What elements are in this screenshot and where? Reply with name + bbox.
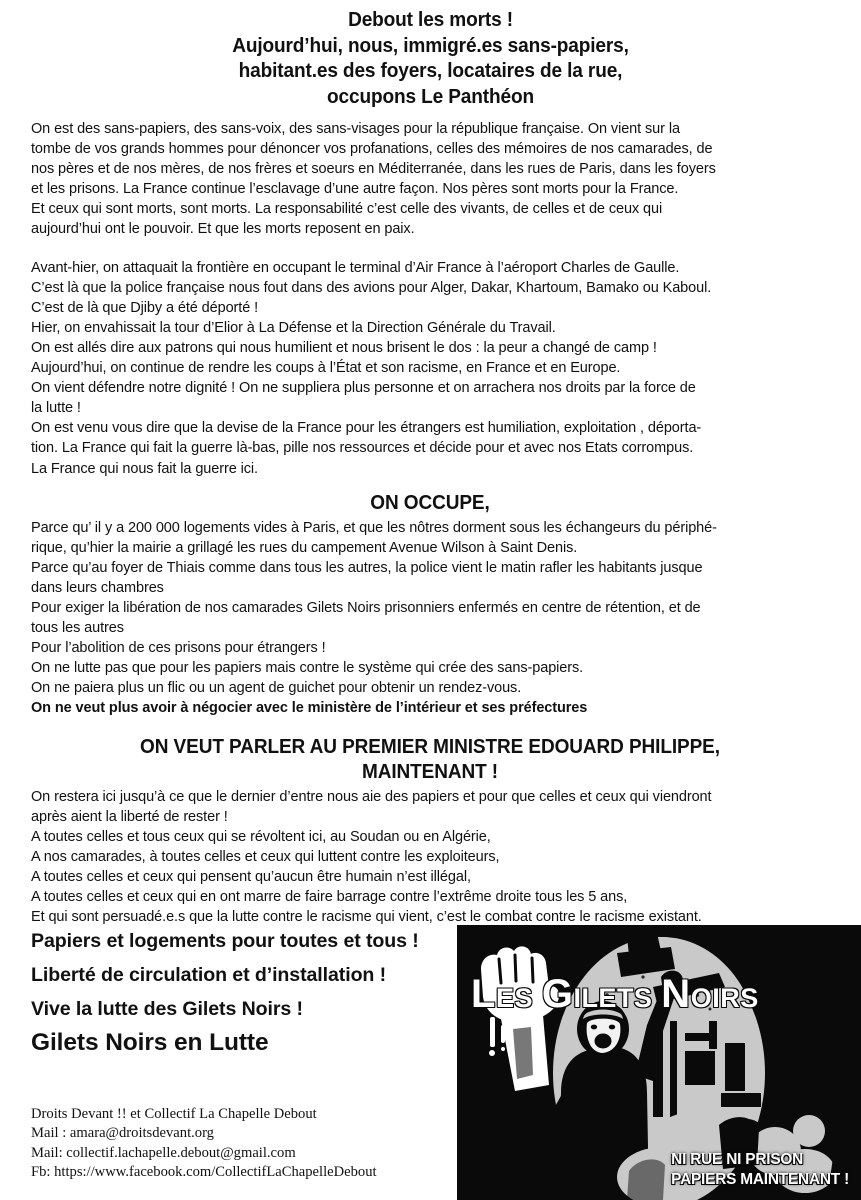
paragraph-intro	[31, 119, 829, 240]
footer-mail-primary[interactable]: Mail : amara@droitsdevant.org	[31, 1125, 214, 1142]
paragraph-line: Pour exiger la libération de nos camarades Gilets Noirs prisonniers enfermés en centre de rétention, et de	[31, 598, 701, 616]
paragraph-line: C’est là que la police française nous fout dans des avions pour Alger, Dakar, Khartoum, Bamako ou Kaboul.	[31, 278, 712, 296]
paragraph-line: Et ceux qui sont morts, sont morts. La responsabilité c’est celle des vivants, de celles et de ceux qui	[31, 200, 663, 218]
body-content	[31, 119, 829, 927]
paragraph-line: dans leurs chambres	[31, 578, 164, 596]
paragraph-line: Pour l’abolition de ces prisons pour étrangers !	[31, 639, 326, 657]
paragraph-line: A toutes celles et ceux qui en ont marre de faire barrage contre l’extrême droite tous les 5 ans,	[31, 888, 628, 905]
poster-tagline	[671, 1150, 849, 1190]
paragraph-line: la lutte !	[31, 399, 81, 417]
paragraph-line: Parce qu’ il y a 200 000 logements vides à Paris, et que les nôtres dorment sous les échangeurs du périphé-	[31, 518, 717, 536]
paragraph-line: C’est de là que Djiby a été déporté !	[31, 298, 259, 316]
paragraph-line: A toutes celles et ceux qui pensent qu’aucun être humain n’est illégal,	[31, 867, 471, 885]
footer-contacts	[31, 1105, 451, 1182]
paragraph-line: On vient défendre notre dignité ! On ne suppliera plus personne et on arrachera nos droits par la force de	[31, 379, 696, 397]
paragraph-line: tombe de vos grands hommes pour dénoncer vos profanations, celles des mémoires de nos camarades, de	[31, 140, 713, 158]
gilets-noirs-poster	[457, 925, 861, 1200]
footer-organizations: Droits Devant !! et Collectif La Chapelle Debout	[31, 1106, 317, 1122]
paragraph-line: Hier, on envahissait la tour d’Elior à La Défense et la Direction Générale du Travail.	[31, 318, 556, 336]
paragraph-line: et les prisons. La France continue l’esclavage d’une autre façon. Nos pères sont morts pour la France.	[31, 180, 679, 198]
paragraph-line: A nos camarades, à toutes celles et ceux qui luttent contre les exploiteurs,	[31, 847, 500, 865]
headline-line-2: Aujourd’hui, nous, immigré.es sans-papiers,	[232, 33, 629, 57]
slogan-block	[31, 924, 441, 1060]
slogan-vive-la-lutte: Vive la lutte des Gilets Noirs !	[31, 998, 303, 1020]
paragraph-line: Aujourd’hui, on continue de rendre les coups à l’État et son racisme, en France et en Europe.	[31, 359, 621, 377]
paragraph-line: On ne paiera plus un flic ou un agent de guichet pour obtenir un rendez-vous.	[31, 679, 522, 697]
heading-text-line-2: MAINTENANT !	[361, 760, 499, 783]
logo-letter-n: N	[661, 972, 691, 1016]
footer-mail-secondary[interactable]: Mail: collectif.lachapelle.debout@gmail.com	[31, 1144, 296, 1161]
paragraph-line: nos pères et de nos mères, de nos frères et soeurs en Méditerranée, dans les rues de Paris, dans les foyers	[31, 160, 716, 178]
logo-letter-l: L	[471, 972, 496, 1016]
paragraph-line: Avant-hier, on attaquait la frontière en occupant le terminal d’Air France à l’aéroport Charles de Gaulle.	[31, 258, 680, 276]
paragraph-line: Et qui sont persuadé.e.s que la lutte contre le racisme qui vient, c’est le combat contre le racisme existant.	[31, 908, 702, 926]
paragraph-line: tion. La France qui fait la guerre là-bas, pille nos ressources et décide pour et avec nos Etats corrompus.	[31, 439, 694, 457]
paragraph-line: rique, qu’hier la mairie a grillagé les rues du campement Avenue Wilson à Saint Denis.	[31, 538, 578, 556]
slogan-liberte-circulation: Liberté de circulation et d’installation !	[31, 964, 387, 986]
paragraph-actions	[31, 258, 829, 479]
page-title	[0, 0, 861, 109]
heading-text-line-1: ON VEUT PARLER AU PREMIER MINISTRE EDOUARD PHILIPPE,	[140, 735, 720, 758]
paragraph-line: On est des sans-papiers, des sans-voix, des sans-visages pour la république française. On vient sur la	[31, 120, 680, 137]
headline-line-1: Debout les morts !	[348, 8, 513, 31]
headline-line-4: occupons Le Panthéon	[327, 84, 534, 108]
poster-tagline-line-2: PAPIERS MAINTENANT !	[671, 1171, 849, 1188]
paragraph-line: tous les autres	[31, 619, 124, 637]
paragraph-closing	[31, 787, 829, 928]
heading-on-occupe	[31, 491, 829, 516]
slogan-papiers-logements: Papiers et logements pour toutes et tous !	[31, 930, 419, 952]
logo-letters-es: ES	[495, 983, 533, 1013]
paragraph-line: On ne lutte pas que pour les papiers mais contre le système qui crée des sans-papiers.	[31, 659, 584, 677]
paragraph-line: La France qui nous fait la guerre ici.	[31, 459, 258, 477]
logo-letter-g: G	[541, 972, 574, 1016]
paragraph-line: après aient la liberté de rester !	[31, 807, 228, 825]
footer-facebook-link[interactable]: Fb: https://www.facebook.com/CollectifLaChapelleDebout	[31, 1163, 377, 1180]
paragraph-line: aujourd’hui ont le pouvoir. Et que les morts reposent en paix.	[31, 220, 415, 238]
paragraph-line: On est allés dire aux patrons qui nous humilient et nous brisent le dos : la peur a changé de camp !	[31, 338, 657, 356]
paragraph-line: On restera ici jusqu’à ce que le dernier d’entre nous aie des papiers et pour que celles et ceux qui viendront	[31, 787, 712, 805]
paragraph-line: On est venu vous dire que la devise de la France pour les étrangers est humiliation, exploitation , déporta-	[31, 419, 702, 437]
headline-line-3: habitant.es des foyers, locataires de la rue,	[238, 59, 623, 82]
logo-letters-oirs: OIRS	[690, 983, 759, 1013]
poster-tagline-line-1: NI RUE NI PRISON	[671, 1151, 804, 1168]
paragraph-line: Parce qu’au foyer de Thiais comme dans tous les autres, la police vient le matin rafler les habitants jusque	[31, 558, 703, 576]
paragraph-line-emphasis: On ne veut plus avoir à négocier avec le ministère de l’intérieur et ses préfectures	[31, 699, 588, 717]
slogan-signature: Gilets Noirs en Lutte	[31, 1029, 269, 1056]
heading-premier-ministre	[31, 735, 829, 785]
spacer	[31, 240, 829, 258]
paragraph-line: A toutes celles et tous ceux qui se révoltent ici, au Soudan ou en Algérie,	[31, 827, 491, 845]
heading-text: ON OCCUPE,	[370, 491, 490, 514]
paragraph-occupe	[31, 518, 829, 719]
logo-letters-ilets: ILETS	[573, 983, 653, 1013]
